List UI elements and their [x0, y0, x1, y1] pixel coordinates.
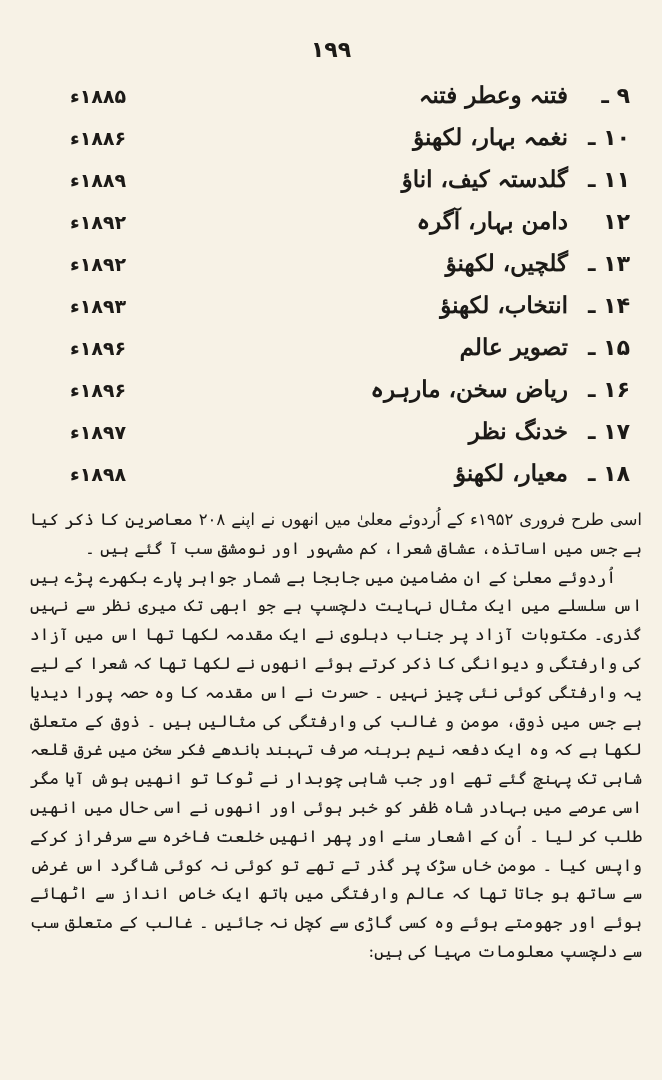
list-item	[40, 372, 630, 414]
item-number: ۹ ـ	[601, 84, 630, 109]
item-title: تصویر عالم	[459, 334, 568, 361]
item-title: ریاض سخن، مارہرہ	[370, 376, 568, 403]
item-number: ۱۱ ـ	[587, 168, 630, 193]
item-year: ۱۸۸۵ء	[70, 86, 127, 108]
item-number: ۱۳ ـ	[587, 252, 630, 277]
list-item	[40, 120, 630, 162]
page-number: ۱۹۹	[310, 38, 352, 63]
item-number: ۱۵ ـ	[587, 336, 630, 361]
item-title: نغمہ بہار، لکھنؤ	[413, 124, 568, 151]
item-number: ۱۰ ـ	[587, 126, 630, 151]
item-number: ۱۲	[603, 210, 630, 235]
body-text	[30, 506, 642, 967]
list-item	[40, 414, 630, 456]
item-year: ۱۸۹۳ء	[70, 296, 127, 318]
item-number: ۱۸ ـ	[587, 462, 630, 487]
item-year: ۱۸۹۶ء	[70, 338, 127, 360]
item-title: دامن بہار، آگرہ	[416, 208, 568, 235]
item-title: انتخاب، لکھنؤ	[440, 292, 568, 319]
item-year: ۱۸۹۲ء	[70, 212, 127, 234]
list-item	[40, 456, 630, 498]
item-title: خدنگ نظر	[468, 418, 568, 445]
list-item	[40, 288, 630, 330]
list-item	[40, 246, 630, 288]
item-title: فتنہ وعطر فتنہ	[418, 82, 568, 109]
item-year: ۱۸۹۷ء	[70, 422, 127, 444]
list-item	[40, 162, 630, 204]
list-item	[40, 78, 630, 120]
paragraph: اسی طرح فروری ۱۹۵۲ء کے اُردوئے معلیٰ میں انھوں نے اپنے ۲۰۸ معاصرین کا ذکر کیا ہے جس میں اساتذہ، عشاق شعرا، کم مشہور اور نومشق سب آ گئے ہیں ۔	[30, 510, 642, 558]
item-year: ۱۸۹۲ء	[70, 254, 127, 276]
item-number: ۱۴ ـ	[587, 294, 630, 319]
item-title: گلدستہ کیف، اناؤ	[401, 166, 568, 193]
item-year: ۱۸۹۶ء	[70, 380, 127, 402]
list-item	[40, 330, 630, 372]
item-year: ۱۸۸۹ء	[70, 170, 127, 192]
list-item	[40, 204, 630, 246]
periodicals-list	[40, 78, 630, 498]
paragraph: اُردوئے معلیٰ کے ان مضامین میں جابجا بے شمار جواہر پارے بکھرے پڑے ہیں اس سلسلے میں ایک مثال نہایت دلچسپ ہے جو ابھی تک میری نظر سے نہیں گذری۔ مکتوبات آزاد پر جناب دہلوی نے ایک مقدمہ لکھا تھا اس میں آزاد کی وارفتگی و دیوانگی کا ذکر کرتے ہوئے انھوں نے لکھا تھا کہ شعرا کے لیے یہ وارفتگی کوئی نئی چیز نہیں ۔ حسرت نے اس مقدمہ کا وہ حصہ پورا دیدیا ہے جس میں ذوق، مومن و غالب کی وارفتگی کی مثالیں ہیں ۔ ذوق کے متعلق لکھا ہے کہ وہ ایک دفعہ نیم برہنہ صرف تہبند باندھے فکر سخن میں غرق قلعہ شاہی تک پہنچ گئے تھے اور جب شاہی چوبدار نے ٹوکا تو انھیں ہوش آیا مگر اسی عرصے میں بہادر شاہ ظفر کو خبر ہوئی اور انھوں نے اسی حال میں انھیں طلب کر لیا ۔ اُن کے اشعار سنے اور پھر انھیں خلعت فاخرہ سے سرفراز کرکے واپس کیا ۔ مومن خاں سڑک پر گذر تے تھے تو کوئی نہ کوئی شاگرد اس غرض سے ساتھ ہو جاتا تھا کہ عالم وارفتگی میں ہاتھ ایک خاص انداز سے اٹھائے ہوئے اور جھومتے ہوئے وہ کسی گاڑی سے کچل نہ جائیں ۔ غالب کے متعلق سب سے دلچسپ معلومات مہیا کی ہیں:	[30, 567, 642, 961]
item-title: گلچیں، لکھنؤ	[445, 250, 568, 277]
item-year: ۱۸۹۸ء	[70, 464, 127, 486]
item-title: معیار، لکھنؤ	[454, 460, 568, 487]
item-number: ۱۷ ـ	[587, 420, 630, 445]
item-number: ۱۶ ـ	[587, 378, 630, 403]
item-year: ۱۸۸۶ء	[70, 128, 127, 150]
